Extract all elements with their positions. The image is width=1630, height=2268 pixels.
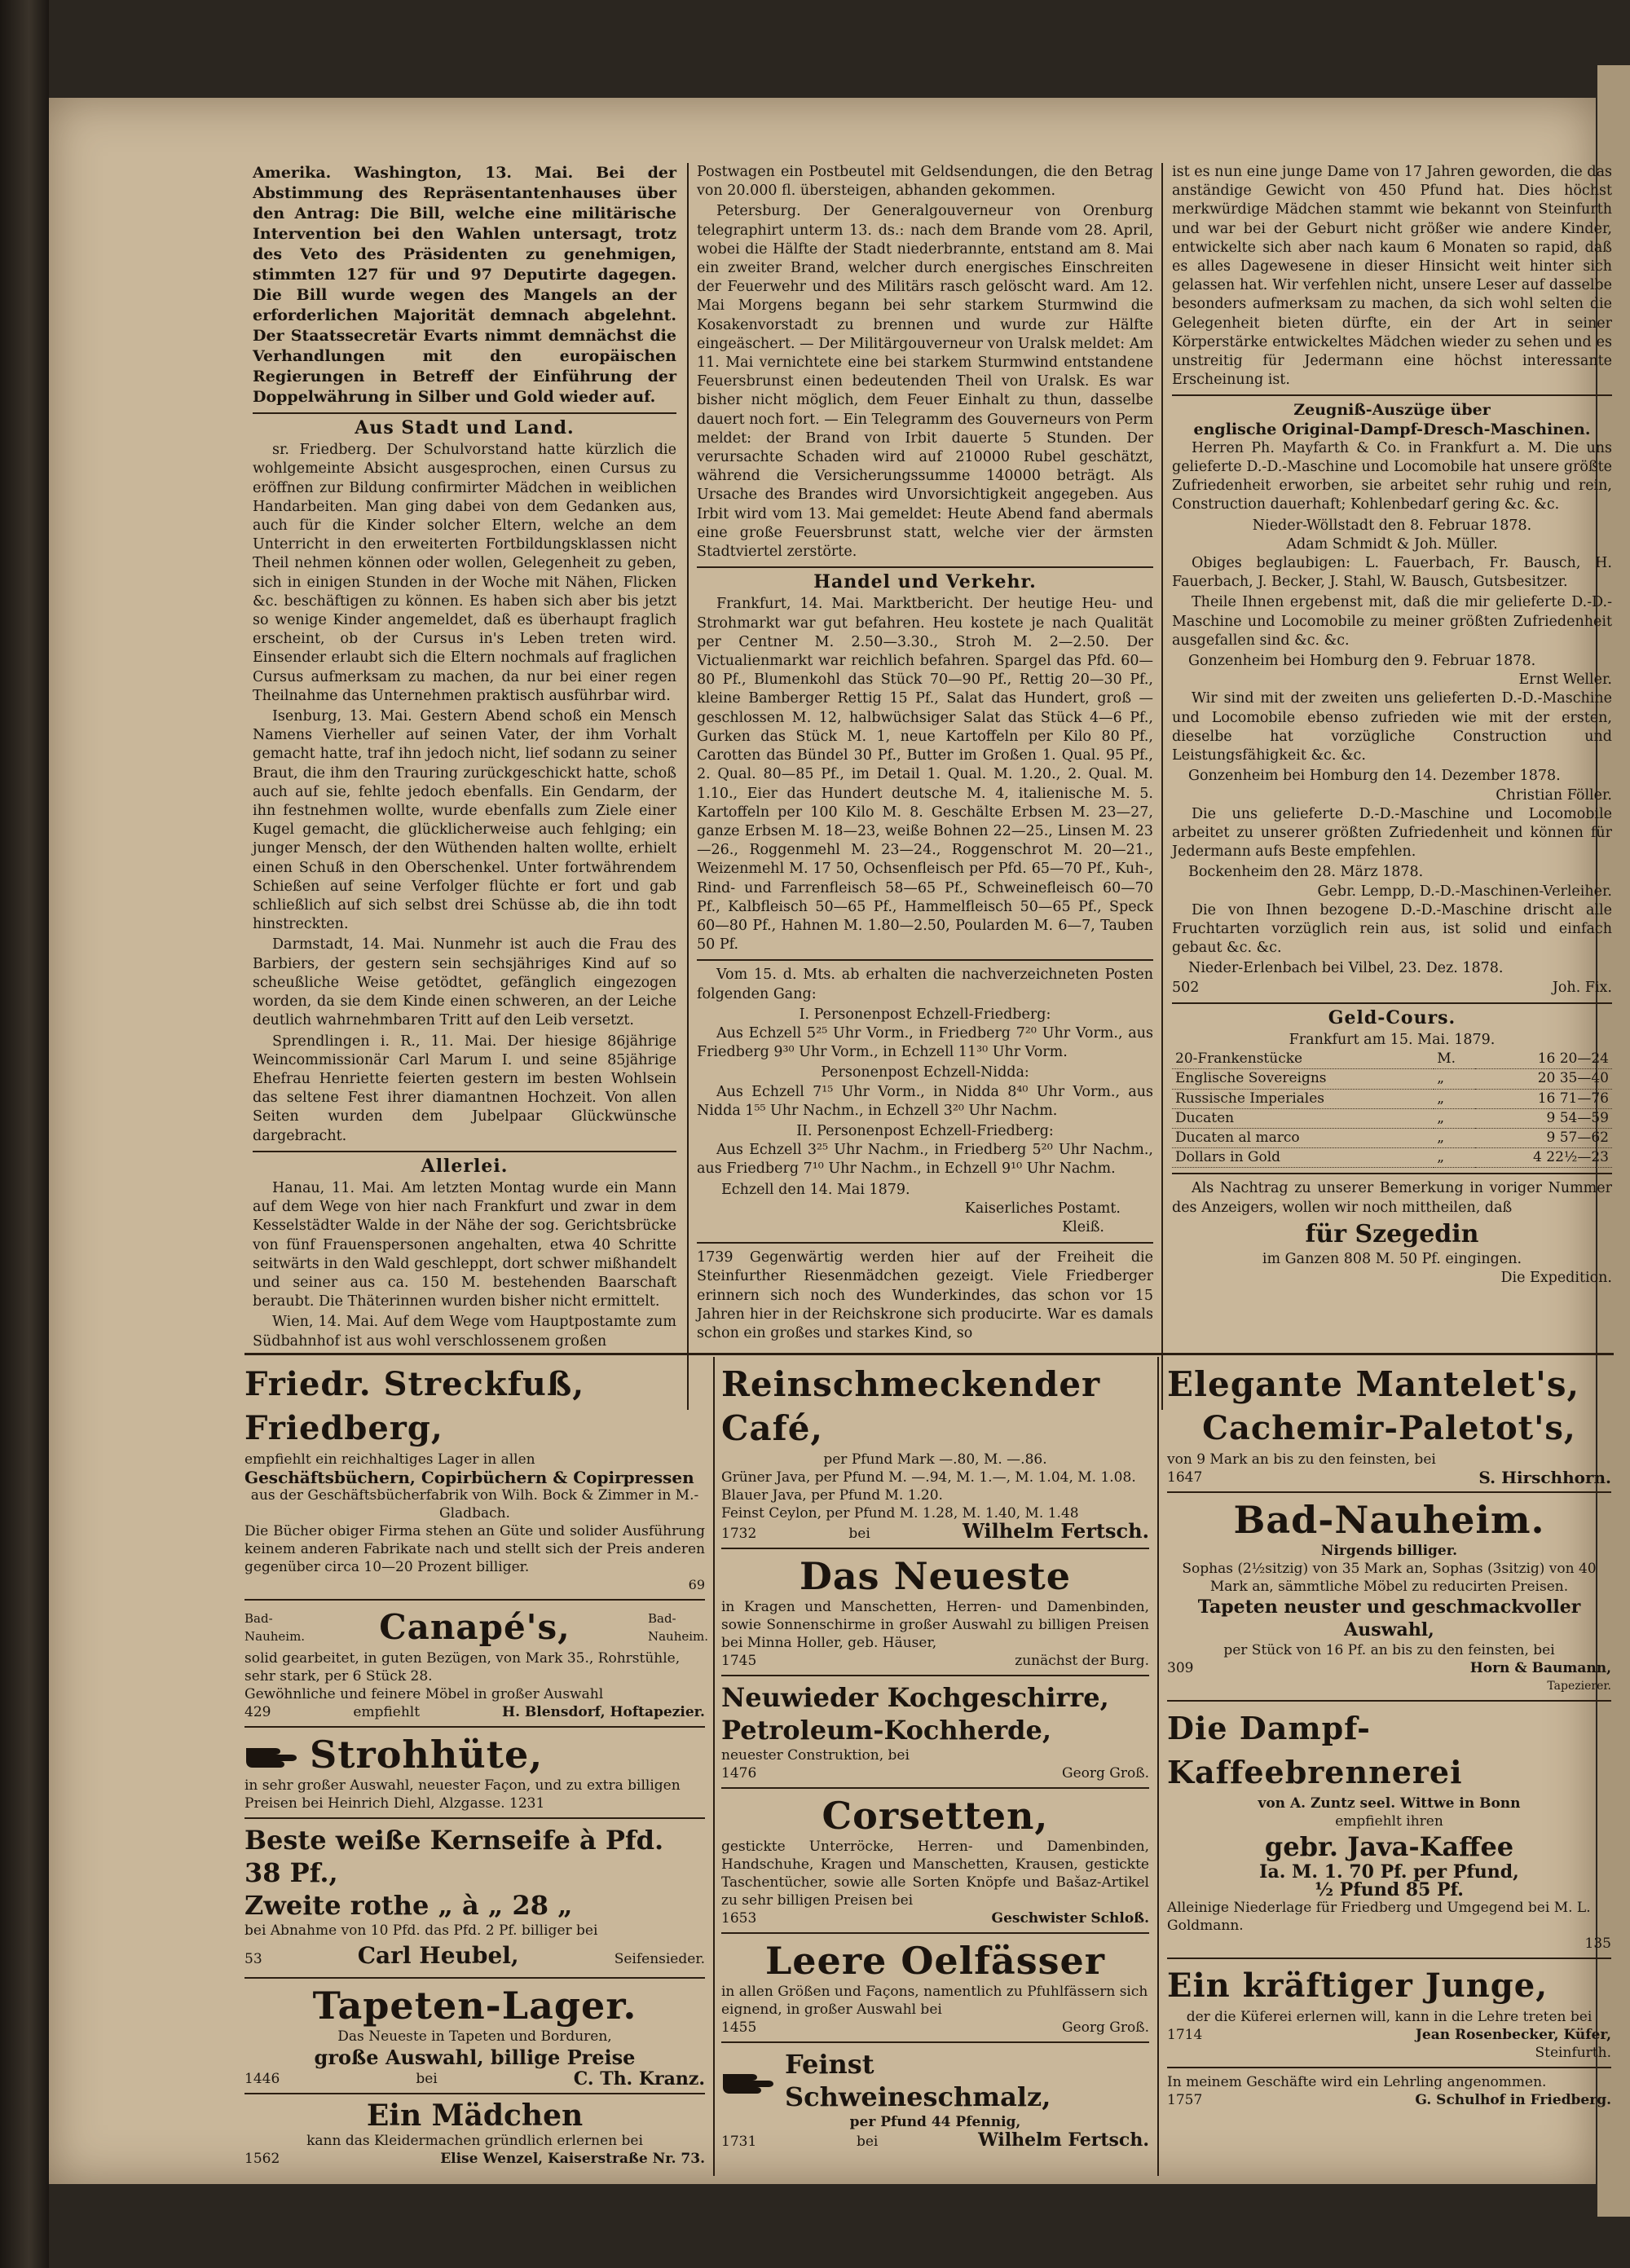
news-riesenmaedchen-cont: ist es nun eine junge Dame von 17 Jahren geworden, die das anständige Gewicht von 450 Pfund hat. Dies höchst merkwürdige Mädchen stammt wie bekannt von Steinfurth und war bei der Geburt nicht größer wie andere Kinder, entwickelte sich aber nach kaum 6 Monaten so rapid, daß es alles Dagewesene in dieser Hinsicht weit hinter sich gelassen hat. Wir verfehlen nicht, unsere Leser auf dasselbe besonders aufmerksam zu machen, da sich wohl selten die Gelegenheit bieten dürfte, ein der Art in seiner Körperstärke entwickeltes Mädchen wieder zu sehen und es unstreitig für Jedermann eine höchst interessante Erscheinung ist.: [1172, 164, 1612, 389]
geld-cours-date: Frankfurt am 15. Mai. 1879.: [1289, 1031, 1496, 1048]
ad-corsetten-sign: Geschwister Schloß.: [991, 1910, 1149, 1927]
ad-kochgeschirre-title2: Petroleum-Kochherde,: [721, 1715, 1052, 1746]
cours-cell-val: 4 22½—23: [1475, 1148, 1612, 1168]
post-signature-name: Kleiß.: [1062, 1218, 1104, 1235]
ad-cafe-java: Grüner Java, per Pfund M. —.94, M. 1.—, M. 1.04, M. 1.08.: [721, 1469, 1136, 1486]
zeugniss-subheading: englische Original-Dampf-Dresch-Maschinen.: [1193, 420, 1591, 438]
ad-canape-text2: Gewöhnliche und feinere Möbel in großer Auswahl: [244, 1686, 604, 1702]
ad-lehrling-footer: [1167, 2091, 1611, 2109]
cours-cell-name: Englische Sovereigns: [1172, 1069, 1434, 1089]
ad-streckfuss-bold: Geschäftsbüchern, Copirbüchern & Copirpressen: [244, 1468, 694, 1487]
ad-strohhuete-header: [244, 1733, 705, 1777]
news-hanau: Hanau, 11. Mai. Am letzten Montag wurde ein Mann auf dem Wege von hier nach Frankfurt und zwar in dem Kesselstädter Walde in der Nähe der sog. Gerichtsbrücke von fünf Frauenspersonen angehalten, etwa 40 Schritte seitwärts in den Wald geschleppt, dort schwer mißhandelt und seiner aus ca. 150 M. bestehenden Baarschaft beraubt. Die Thäterinnen wurden bisher nicht ermittelt.: [253, 1179, 676, 1310]
post-times-1: Aus Echzell 5²⁵ Uhr Vorm., in Friedberg 7²⁰ Uhr Vorm., aus Friedberg 9³⁰ Uhr Vorm., in Echzell 11³⁰ Uhr Vorm.: [697, 1024, 1153, 1061]
cours-cell-val: 9 57—62: [1475, 1128, 1612, 1147]
ad-kochgeschirre-footer: [721, 1764, 1149, 1782]
szegedin-amount: im Ganzen 808 M. 50 Pf. eingingen.: [1262, 1250, 1522, 1267]
cours-row: [1172, 1050, 1612, 1069]
ad-junge-number: 1714: [1167, 2027, 1203, 2043]
ad-schmalz-bei: bei: [856, 2134, 879, 2150]
column-2: [697, 163, 1153, 1345]
expedition-sign: Die Expedition.: [1500, 1269, 1612, 1286]
news-isenburg: Isenburg, 13. Mai. Gestern Abend schoß ein Mensch Namens Vierheller auf seinen Vater, der ihm Vorhalt gemacht hatte, traf ihn jedoch nicht, lief sodann zu seiner Braut, die ihm den Trauring zurückgeschickt hatte, schoß auch auf sie, fehlte jedoch ebenfalls. Ein Gendarm, der ihn festnehmen wollte, wurde ebenfalls zum Ziele einer Kugel gemacht, die glücklicherweise auch fehlging; ein junger Mensch, der den Wüthenden halten wollte, erhielt einen Schuß in den Oberschenkel. Unter fortwährendem Schießen auf seine Verfolger flüchte er fort und gab schließlich auf sich selbst drei Schüsse ab, die ihn todt hinstreckten.: [253, 708, 676, 933]
cours-cell-name: Dollars in Gold: [1172, 1148, 1434, 1168]
ad-kochgeschirre-number: 1476: [721, 1765, 757, 1781]
ad-schmalz-footer: [721, 2131, 1149, 2151]
ad-tapeten-title: Tapeten-Lager.: [312, 1984, 637, 2028]
ad-mantelets-footer: [1167, 1469, 1611, 1486]
cours-cell-name: Russische Imperiales: [1172, 1089, 1434, 1108]
ad-kernseife-sign2: Seifensieder.: [614, 1951, 705, 1967]
ad-mantelets-text: von 9 Mark an bis zu den feinsten, bei: [1167, 1451, 1436, 1468]
ad-schmalz-title: Feinst Schweineschmalz,: [784, 2049, 1051, 2112]
post-signature: Kaiserliches Postamt.: [964, 1200, 1121, 1217]
ad-corsetten-footer: [721, 1909, 1149, 1927]
ad-lehrling-sign: G. Schulhof in Friedberg.: [1415, 2092, 1611, 2108]
cours-cell-val: 16 71—76: [1475, 1089, 1612, 1108]
ad-nauheim-sign: Horn & Baumann,: [1469, 1660, 1611, 1676]
ad-kochgeschirre-sign: Georg Groß.: [1062, 1765, 1149, 1781]
amerika-news: Amerika. Washington, 13. Mai. Bei der Abstimmung des Repräsentantenhauses über den Antrag: Die Bill, welche eine militärische Intervention bei den Wahlen untersagt, trotz des Veto des Präsidenten zu genehmigen, stimmten 127 für und 97 Deputirte dagegen. Die Bill wurde wegen des Mangels an der erforderlichen Majorität demnach abgelehnt. Der Staatssecretär Evarts nimmt demnächst die Verhandlungen mit den europäischen Regierungen in Betreff der Einführung der Doppelwährung in Silber und Gold wieder auf.: [253, 164, 676, 406]
ad-kaffeebrennerei-product: gebr. Java-Kaffee: [1264, 1831, 1514, 1862]
column-1: [253, 163, 676, 1353]
ad-maedchen-footer: [244, 2150, 705, 2168]
zeugniss-3-date: Gonzenheim bei Homburg den 9. Februar 1878.: [1188, 653, 1536, 670]
ad-nauheim-footer: [1167, 1659, 1611, 1677]
news-riesenmaedchen: 1739 Gegenwärtig werden hier auf der Freiheit die Steinfurther Riesenmädchen gezeigt. Viele Friedberger erinnern sich noch des Wunderkindes, das schon vor 15 Jahren hier in der Reichskrone sich producirte. War es damals schon ein großes und starkes Kind, so: [697, 1249, 1153, 1341]
cours-cell-cur: „: [1434, 1148, 1475, 1168]
ad-neueste-number: 1745: [721, 1653, 757, 1669]
ad-kochgeschirre-text: neuester Construktion, bei: [721, 1747, 910, 1764]
ad-canape-header: [244, 1605, 709, 1649]
ad-column-1: [244, 1363, 709, 2168]
ad-nauheim-sign2: Tapezierer.: [1547, 1680, 1611, 1693]
ad-canape-text: solid gearbeitet, in guten Bezügen, von Mark 35., Rohrstühle, sehr stark, per 6 Stück 28.: [244, 1650, 681, 1684]
ad-kernseife-text: bei Abnahme von 10 Pfd. das Pfd. 2 Pf. billiger bei: [244, 1922, 598, 1939]
zeugniss-4-sign: Christian Föller.: [1496, 786, 1612, 804]
ad-kernseife-title2: Zweite rothe „ à „ 28 „: [244, 1890, 573, 1921]
ad-tapeten-sign: C. Th. Kranz.: [573, 2068, 705, 2090]
news-wien: Wien, 14. Mai. Auf dem Wege vom Hauptpostamte zum Südbahnhof ist aus wohl verschlossenem großen: [253, 1314, 676, 1350]
ad-column-2: [721, 1363, 1149, 2151]
ad-canape-title: Canapé's,: [379, 1607, 570, 1647]
pointing-hand-icon: [244, 1738, 302, 1771]
ad-canape-sign: H. Blensdorf, Hoftapezier.: [502, 1704, 705, 1720]
section-heading-stadt-land: Aus Stadt und Land.: [355, 417, 575, 438]
ad-streckfuss-source: aus der Geschäftsbücherfabrik von Wilh. Bock & Zimmer in M.-Gladbach.: [250, 1487, 699, 1522]
zeugniss-4: Wir sind mit der zweiten uns gelieferten D.-D.-Maschine und Locomobile ebenso zufrieden wie mit der ersten, dieselbe hat vorzügliche Construction und Leistungsfähigkeit &c. &c.: [1172, 690, 1612, 764]
ad-kaffeebrennerei-text: Alleinige Niederlage für Friedberg und Umgegend bei M. L. Goldmann.: [1167, 1900, 1591, 1934]
cours-cell-val: 16 20—24: [1475, 1050, 1612, 1069]
ad-paletots-title: Cachemir-Paletot's,: [1202, 1409, 1576, 1447]
news-petersburg: Petersburg. Der Generalgouverneur von Orenburg telegraphirt unterm 13. ds.: nach dem Brande vom 28. April, wobei die Hälfte der Stadt niederbrannte, entstand am 8. Mai ein zweiter Brand, welcher durch energisches Einschreiten der Feuerwehr und des Militärs rasch gelöscht ward. Am 12. Mai Morgens begann bei sehr starkem Sturmwind die Kosakenvorstadt zu brennen und wurde zur Hälfte eingeäschert. — Der Militärgouverneur von Uralsk meldet: Am 11. Mai vernichtete eine bei starkem Sturmwind entstandene Feuersbrunst einen bedeutenden Theil von Uralsk. Es war bisher nicht möglich, dem Feuer Einhalt zu thun, dasselbe dauert noch fort. — Ein Telegramm des Gouverneurs von Perm meldet: der Brand von Irbit dauerte 5 Stunden. Der verursachte Schaden wird auf 210000 Rubel geschätzt, während die Versicherungssumme 140000 beträgt. Als Ursache des Brandes wird Unvorsichtigkeit angegeben. Aus Irbit wird vom 13. Mai gemeldet: Heute Abend fand abermals eine große Feuersbrunst statt, welche vier der ärmsten Stadtviertel zerstörte.: [697, 203, 1153, 561]
cours-cell-cur: M.: [1434, 1050, 1475, 1069]
ad-kernseife-footer: [244, 1940, 705, 1972]
ad-kaffeebrennerei-title: Die Dampf-Kaffeebrennerei: [1167, 1710, 1463, 1790]
news-postbeutel: Postwagen ein Postbeutel mit Geldsendungen, die den Betrag von 20.000 fl. übersteigen, abhanden gekommen.: [697, 164, 1153, 200]
zeugniss-5-sign: Gebr. Lempp, D.-D.-Maschinen-Verleiher.: [1317, 883, 1612, 900]
zeugniss-1: Herren Ph. Mayfarth & Co. in Frankfurt a. M. Die uns gelieferte D.-D.-Maschine und Locomobile hat unsere größte Zufriedenheit erworben, sie arbeitet sehr ruhig und rein, Construction dauerhaft; Kohlenbedarf gering &c. &c.: [1172, 439, 1612, 513]
zeugniss-3: Theile Ihnen ergebenst mit, daß die mir gelieferte D.-D.-Maschine und Locomobile zu meiner größten Zufriedenheit ausgefallen sind &c. &c.: [1172, 594, 1612, 649]
cours-cell-cur: „: [1434, 1089, 1475, 1108]
ad-canape-empfiehlt: empfiehlt: [353, 1704, 421, 1720]
ad-oelfaesser-title: Leere Oelfässer: [764, 1939, 1106, 1983]
ad-cafe-title: Reinschmeckender Café,: [721, 1364, 1101, 1448]
ad-junge-sign2: Steinfurth.: [1535, 2045, 1611, 2061]
ad-oelfaesser-text: in allen Größen und Façons, namentlich zu Pfuhlfässern sich eignend, in großer Auswahl bei: [721, 1984, 1148, 2018]
ad-neueste-footer: [721, 1652, 1149, 1670]
ad-kaffeebrennerei-price1: Ia. M. 1. 70 Pf. per Pfund,: [1259, 1861, 1519, 1883]
ad-junge-footer: [1167, 2026, 1611, 2044]
ad-schmalz-price: per Pfund 44 Pfennig,: [849, 2114, 1021, 2130]
zeugniss-6-date: Nieder-Erlenbach bei Vilbel, 23. Dez. 1878.: [1188, 960, 1504, 977]
ad-schmalz-number: 1731: [721, 2134, 757, 2150]
ad-mantelets-title: Elegante Mantelet's,: [1167, 1364, 1580, 1404]
ad-mantelets-number: 1647: [1167, 1469, 1203, 1486]
post-times-nidda: Aus Echzell 7¹⁵ Uhr Vorm., in Nidda 8⁴⁰ Uhr Vorm., aus Nidda 1⁵⁵ Uhr Nachm., in Echzell 3²⁰ Uhr Nachm.: [697, 1083, 1153, 1119]
ad-kernseife-title1: Beste weiße Kernseife à Pfd. 38 Pf.,: [244, 1825, 664, 1888]
section-heading-handel: Handel und Verkehr.: [813, 571, 1037, 593]
news-darmstadt: Darmstadt, 14. Mai. Nunmehr ist auch die Frau des Barbiers, der gestern sein sechsjähriges Kind auf so scheußliche Weise getödtet, gefänglich eingezogen worden, da sie dem Kinde einen schweren, an der Leiche deutlich wahrnehmbaren Tritt auf den Leib versetzt.: [253, 936, 676, 1029]
ad-maedchen-text: kann das Kleidermachen gründlich erlernen bei: [306, 2133, 643, 2149]
ad-corsetten-number: 1653: [721, 1910, 757, 1927]
zeugniss-6-number: 502: [1172, 979, 1200, 996]
zeugniss-6-sign: Joh. Fix.: [1552, 979, 1612, 996]
cours-row: [1172, 1089, 1612, 1108]
ad-kaffeebrennerei-empf: empfiehlt ihren: [1335, 1813, 1443, 1830]
ad-canape-footer: [244, 1703, 705, 1721]
ad-oelfaesser-footer: [721, 2019, 1149, 2037]
ad-nauheim-price: per Stück von 16 Pf. an bis zu den feinsten, bei: [1223, 1642, 1555, 1658]
ad-kaffeebrennerei-from: von A. Zuntz seel. Wittwe in Bonn: [1258, 1795, 1521, 1812]
cours-cell-cur: „: [1434, 1069, 1475, 1089]
ad-tapeten-number: 1446: [244, 2071, 280, 2087]
ad-schmalz-header: [721, 2048, 1149, 2113]
cours-cell-name: Ducaten: [1172, 1108, 1434, 1128]
zeugniss-5-date: Bockenheim den 28. März 1878.: [1188, 864, 1424, 881]
szegedin-heading: für Szegedin: [1305, 1219, 1479, 1249]
cours-cell-cur: „: [1434, 1128, 1475, 1147]
ad-corsetten-title: Corsetten,: [822, 1794, 1049, 1838]
ad-kernseife-sign: Carl Heubel,: [357, 1942, 519, 1969]
section-heading-allerlei: Allerlei.: [421, 1155, 509, 1177]
ad-nauheim-text: Sophas (2½sitzig) von 35 Mark an, Sophas (3sitzig) von 40 Mark an, sämmtliche Möbel zu reducirten Preisen.: [1182, 1561, 1597, 1595]
ad-nauheim-tapeten: Tapeten neuster und geschmackvoller Auswahl,: [1197, 1596, 1581, 1640]
ad-kaffeebrennerei-price2: ½ Pfund 85 Pf.: [1315, 1879, 1464, 1900]
ad-canape-left: Bad-Nauheim.: [244, 1611, 306, 1644]
post-heading-1: I. Personenpost Echzell-Friedberg:: [799, 1006, 1051, 1023]
ad-neueste-sign: zunächst der Burg.: [1015, 1653, 1149, 1669]
ad-lehrling-text: In meinem Geschäfte wird ein Lehrling angenommen.: [1167, 2074, 1547, 2090]
ad-cafe-number: 1732: [721, 1526, 757, 1542]
cours-row: [1172, 1069, 1612, 1089]
ad-strohhuete-text: in sehr großer Auswahl, neuester Façon, und zu extra billigen Preisen bei Heinrich Diehl, Alzgasse. 1231: [244, 1777, 681, 1812]
geld-cours-heading: Geld-Cours.: [1328, 1006, 1456, 1028]
nachtrag: Als Nachtrag zu unserer Bemerkung in voriger Nummer des Anzeigers, wollen wir noch mittheilen, daß: [1172, 1180, 1612, 1216]
ad-streckfuss-text: empfiehlt ein reichhaltiges Lager in allen: [244, 1451, 535, 1468]
ad-neueste-title: Das Neueste: [799, 1554, 1072, 1598]
post-heading-2: II. Personenpost Echzell-Friedberg:: [796, 1122, 1054, 1139]
zeugniss-1-sign: Adam Schmidt & Joh. Müller.: [1286, 535, 1498, 553]
ad-cafe-blauer: Blauer Java, per Pfund M. 1.20.: [721, 1487, 943, 1504]
ad-tapeten-bold: große Auswahl, billige Preise: [314, 2046, 636, 2069]
ad-junge-text: der die Küferei erlernen will, kann in die Lehre treten bei: [1186, 2009, 1593, 2025]
ad-cafe-price: per Pfund Mark —.80, M. —.86.: [823, 1451, 1047, 1468]
news-sprendlingen: Sprendlingen i. R., 11. Mai. Der hiesige 86jährige Weincommissionär Carl Marum I. und seine 85jährige Ehefrau Henriette feierten gestern im besten Wohlsein das seltene Fest ihrer diamantnen Hochzeit. Von allen Seiten wurden dem Jubelpaar Glückwünsche dargebracht.: [253, 1033, 676, 1144]
cours-row: [1172, 1108, 1612, 1128]
ad-cafe-footer: [721, 1519, 1149, 1543]
post-times-2: Aus Echzell 3²⁵ Uhr Nachm., in Friedberg 5²⁰ Uhr Nachm., aus Friedberg 7¹⁰ Uhr Nachm., in Echzell 9¹⁰ Uhr Nachm.: [697, 1142, 1153, 1178]
zeugniss-3-sign: Ernst Weller.: [1518, 672, 1612, 689]
ad-cafe-ceylon: Feinst Ceylon, per Pfund M. 1.28, M. 1.40, M. 1.48: [721, 1505, 1079, 1522]
zeugniss-6: Die von Ihnen bezogene D.-D.-Maschine drischt alle Fruchtarten vorzüglich rein aus, ist solid und einfach gebaut &c. &c.: [1172, 901, 1612, 957]
ad-tapeten-footer: [244, 2070, 705, 2088]
pointing-hand-icon: [721, 2064, 778, 2097]
book-binding-left: [0, 0, 49, 2268]
ad-maedchen-number: 1562: [244, 2151, 280, 2167]
ad-corsetten-text: gestickte Unterröcke, Herren- und Damenbinden, Handschuhe, Kragen und Manschetten, Krausen, gestickte Taschentücher, sowie alle Sorten Knöpfe und Bašaz-Artikel zu sehr billigen Preisen bei: [721, 1839, 1149, 1909]
zeugniss-2: Obiges beglaubigen: L. Fauerbach, Fr. Bausch, H. Fauerbach, J. Becker, J. Stahl, W. Bausch, Gutsbesitzer.: [1172, 555, 1612, 591]
cours-row: [1172, 1128, 1612, 1147]
ad-tapeten-bei: bei: [416, 2071, 438, 2087]
ad-streckfuss-title: Friedr. Streckfuß, Friedberg,: [244, 1365, 585, 1447]
ad-lehrling-number: 1757: [1167, 2092, 1203, 2108]
ad-kernseife-number: 53: [244, 1951, 262, 1967]
ad-neueste-text: in Kragen und Manschetten, Herren- und Damenbinden, sowie Sonnenschirme in großer Auswahl zu billigen Preisen bei Minna Holler, geb. Häuser,: [721, 1599, 1149, 1651]
ad-nauheim-number: 309: [1167, 1660, 1194, 1676]
ad-oelfaesser-number: 1455: [721, 2019, 757, 2036]
cours-cell-name: 20-Frankenstücke: [1172, 1050, 1434, 1069]
ad-cafe-sign: Wilhelm Fertsch.: [962, 1519, 1149, 1543]
zeugniss-6-footer: [1172, 979, 1612, 997]
ad-maedchen-title: Ein Mädchen: [366, 2098, 584, 2133]
ad-streckfuss-desc: Die Bücher obiger Firma stehen an Güte und solider Ausführung keinem anderen Fabrikate nach und stellt sich der Preis anderen gegenüber circa 10—20 Prozent billiger.: [244, 1523, 705, 1575]
ad-maedchen-sign: Elise Wenzel, Kaiserstraße Nr. 73.: [440, 2151, 705, 2167]
post-date: Echzell den 14. Mai 1879.: [721, 1181, 910, 1198]
post-heading-nidda: Personenpost Echzell-Nidda:: [821, 1064, 1029, 1081]
ad-oelfaesser-sign: Georg Groß.: [1062, 2019, 1149, 2036]
zeugniss-1-date: Nieder-Wöllstadt den 8. Februar 1878.: [1252, 517, 1532, 534]
ad-nauheim-sub: Nirgends billiger.: [1320, 1543, 1458, 1559]
post-intro: Vom 15. d. Mts. ab erhalten die nachverzeichneten Posten folgenden Gang:: [697, 967, 1153, 1002]
cours-cell-val: 9 54—59: [1475, 1108, 1612, 1128]
cours-cell-cur: „: [1434, 1108, 1475, 1128]
ad-mantelets-sign: S. Hirschhorn.: [1478, 1468, 1611, 1487]
ad-nauheim-title: Bad-Nauheim.: [1233, 1498, 1545, 1542]
ad-canape-right: Bad-Nauheim.: [647, 1611, 709, 1644]
ad-kaffeebrennerei-number: 135: [1584, 1936, 1611, 1952]
ad-strohhuete-title: Strohhüte,: [310, 1733, 544, 1777]
zeugniss-5: Die uns gelieferte D.-D.-Maschine und Locomobile arbeitet zu unserer größten Zufriedenheit und können für Jedermann aufs Beste empfehlen.: [1172, 805, 1612, 861]
ad-column-3: [1167, 1363, 1611, 2109]
ad-cafe-bei: bei: [848, 1526, 870, 1542]
ad-junge-sign: Jean Rosenbecker, Küfer,: [1415, 2027, 1611, 2043]
ad-kochgeschirre-title1: Neuwieder Kochgeschirre,: [721, 1682, 1109, 1713]
news-friedberg: sr. Friedberg. Der Schulvorstand hatte kürzlich die wohlgemeinte Absicht ausgesprochen, einen Cursus zu eröffnen zur Bildung confirmirter Mädchen in weiblichen Handarbeiten. Man ging dabei von dem Gedanken aus, auch für die Kinder solcher Eltern, welche an dem Unterricht in den erweiterten Fortbildungsklassen nicht Theil nehmen können oder wollen, Gelegenheit zu geben, sich in einigen Stunden in der Woche mit Nähen, Flicken &c. beschäftigen zu können. Es haben sich aber bis jetzt so wenige Kinder angemeldet, daß es überhaupt fraglich erscheint, ob der Cursus in's Leben treten wird. Einsender erlaubt sich die Eltern nochmals auf fraglichen Cursus aufmerksam zu machen, da nur bei einer regen Theilnahme das Unternehmen praktisch ausführbar wird.: [253, 442, 676, 704]
column-3: [1172, 163, 1612, 1288]
ad-tapeten-text: Das Neueste in Tapeten und Borduren,: [337, 2028, 612, 2045]
zeugniss-4-date: Gonzenheim bei Homburg den 14. Dezember 1878.: [1188, 768, 1561, 785]
ad-canape-number: 429: [244, 1704, 271, 1720]
zeugniss-heading: Zeugniß-Auszüge über: [1293, 401, 1491, 420]
newspaper-page: [49, 98, 1612, 2184]
market-report: Frankfurt, 14. Mai. Marktbericht. Der heutige Heu- und Strohmarkt war gut befahren. Heu kostete je nach Qualität per Centner M. 2.50—3.30., Stroh M. 2—2.50. Der Victualienmarkt war reichlich befahren. Spargel das Pfd. 60—80 Pf., Blumenkohl das Stück 70—90 Pf., Rettig 20—30 Pf., kleine Bamberger Rettig 15 Pf., Salat das Hundert, groß — geschlossen M. 12, halbwüchsiger Salat das Stück 4—6 Pf., Gurken das Stück M. 1, neue Kartoffeln per Kilo 80 Pf., Carotten das Bündel 30 Pf., Butter im Großen 1. Qual. 95 Pf., 2. Qual. 80—85 Pf., im Detail 1. Qual. M. 1.20., 2. Qual. M. 1.10., Eier das Hundert deutsche M. 4, italienische M. 5. Kartoffeln per 100 Kilo M. 8. Geschälte Erbsen M. 23—27, ganze Erbsen M. 18—23, weiße Bohnen 22—25., Linsen M. 23—26., Roggenmehl M. 23—24., Roggenschrot M. 20—21., Weizenmehl M. 17 50, Ochsenfleisch per Pfd. 65—70 Pf., Kuh-, Rind- und Farrenfleisch 58—65 Pf., Schweinefleisch 60—70 Pf., Kalbfleisch 50—65 Pf., Hammelfleisch 50—65 Pf., Speck 60—80 Pf., Hahnen M. 1.80—2.50, Poularden M. 6—7, Tauben 50 Pf.: [697, 596, 1153, 953]
geld-cours-table: [1172, 1050, 1612, 1168]
ad-streckfuss-number: 69: [688, 1577, 705, 1592]
ad-junge-title: Ein kräftiger Junge,: [1167, 1966, 1548, 2005]
cours-row: [1172, 1148, 1612, 1168]
cours-cell-name: Ducaten al marco: [1172, 1128, 1434, 1147]
ad-schmalz-sign: Wilhelm Fertsch.: [978, 2129, 1149, 2151]
cours-cell-val: 20 35—40: [1475, 1069, 1612, 1089]
